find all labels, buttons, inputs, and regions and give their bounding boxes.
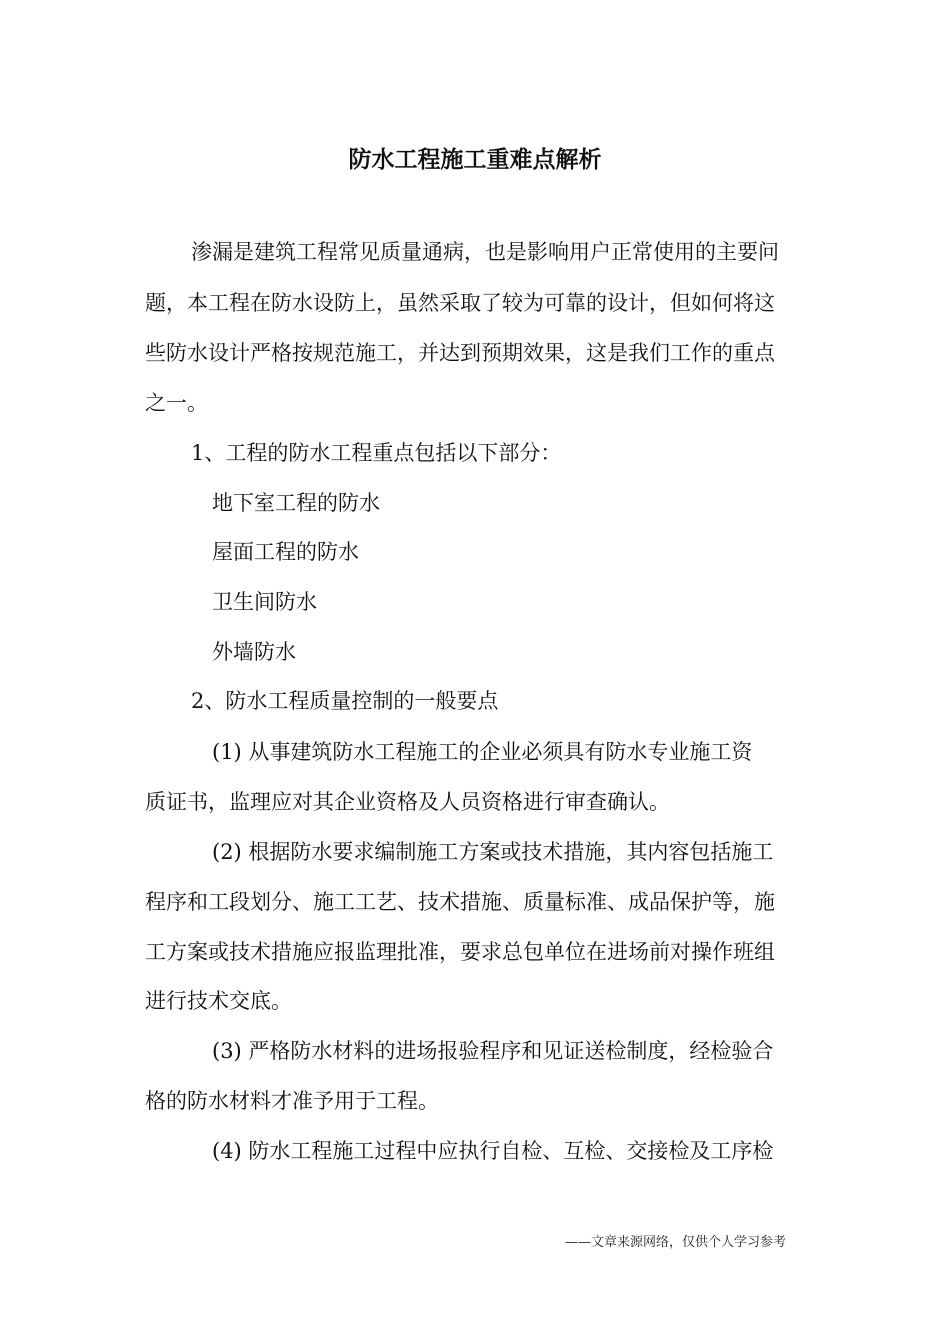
section-heading: 1、工程的防水工程重点包括以下部分： <box>191 441 562 465</box>
paragraph-line: 渗漏是建筑工程常见质量通病，也是影响用户正常使用的主要问 <box>191 240 779 264</box>
paragraph-line: 之一。 <box>145 391 208 415</box>
list-item: 外墙防水 <box>212 640 296 664</box>
paragraph-line: (4) 防水工程施工过程中应执行自检、互检、交接检及工序检 <box>212 1139 774 1163</box>
paragraph-line: 工方案或技术措施应报监理批准，要求总包单位在进场前对操作班组 <box>145 940 775 964</box>
document-title: 防水工程施工重难点解析 <box>348 146 602 173</box>
paragraph-line: 题，本工程在防水设防上，虽然采取了较为可靠的设计，但如何将这 <box>145 291 775 315</box>
paragraph-line: 质证书，监理应对其企业资格及人员资格进行审查确认。 <box>145 790 670 814</box>
list-item: 屋面工程的防水 <box>212 540 359 564</box>
paragraph-line: 进行技术交底。 <box>145 989 292 1013</box>
list-item: 卫生间防水 <box>212 590 317 614</box>
paragraph-line: 程序和工段划分、施工工艺、技术措施、质量标准、成品保护等，施 <box>145 890 775 914</box>
paragraph-line: (1) 从事建筑防水工程施工的企业必须具有防水专业施工资 <box>212 740 753 764</box>
paragraph-line: 格的防水材料才准予用于工程。 <box>145 1089 439 1113</box>
paragraph-line: (3) 严格防水材料的进场报验程序和见证送检制度，经检验合 <box>212 1039 774 1063</box>
paragraph-line: (2) 根据防水要求编制施工方案或技术措施，其内容包括施工 <box>212 840 774 864</box>
paragraph-line: 些防水设计严格按规范施工，并达到预期效果，这是我们工作的重点 <box>145 341 775 365</box>
list-item: 地下室工程的防水 <box>212 491 380 515</box>
footer-note: ——文章来源网络，仅供个人学习参考 <box>565 1235 787 1250</box>
section-heading: 2、防水工程质量控制的一般要点 <box>191 689 499 713</box>
